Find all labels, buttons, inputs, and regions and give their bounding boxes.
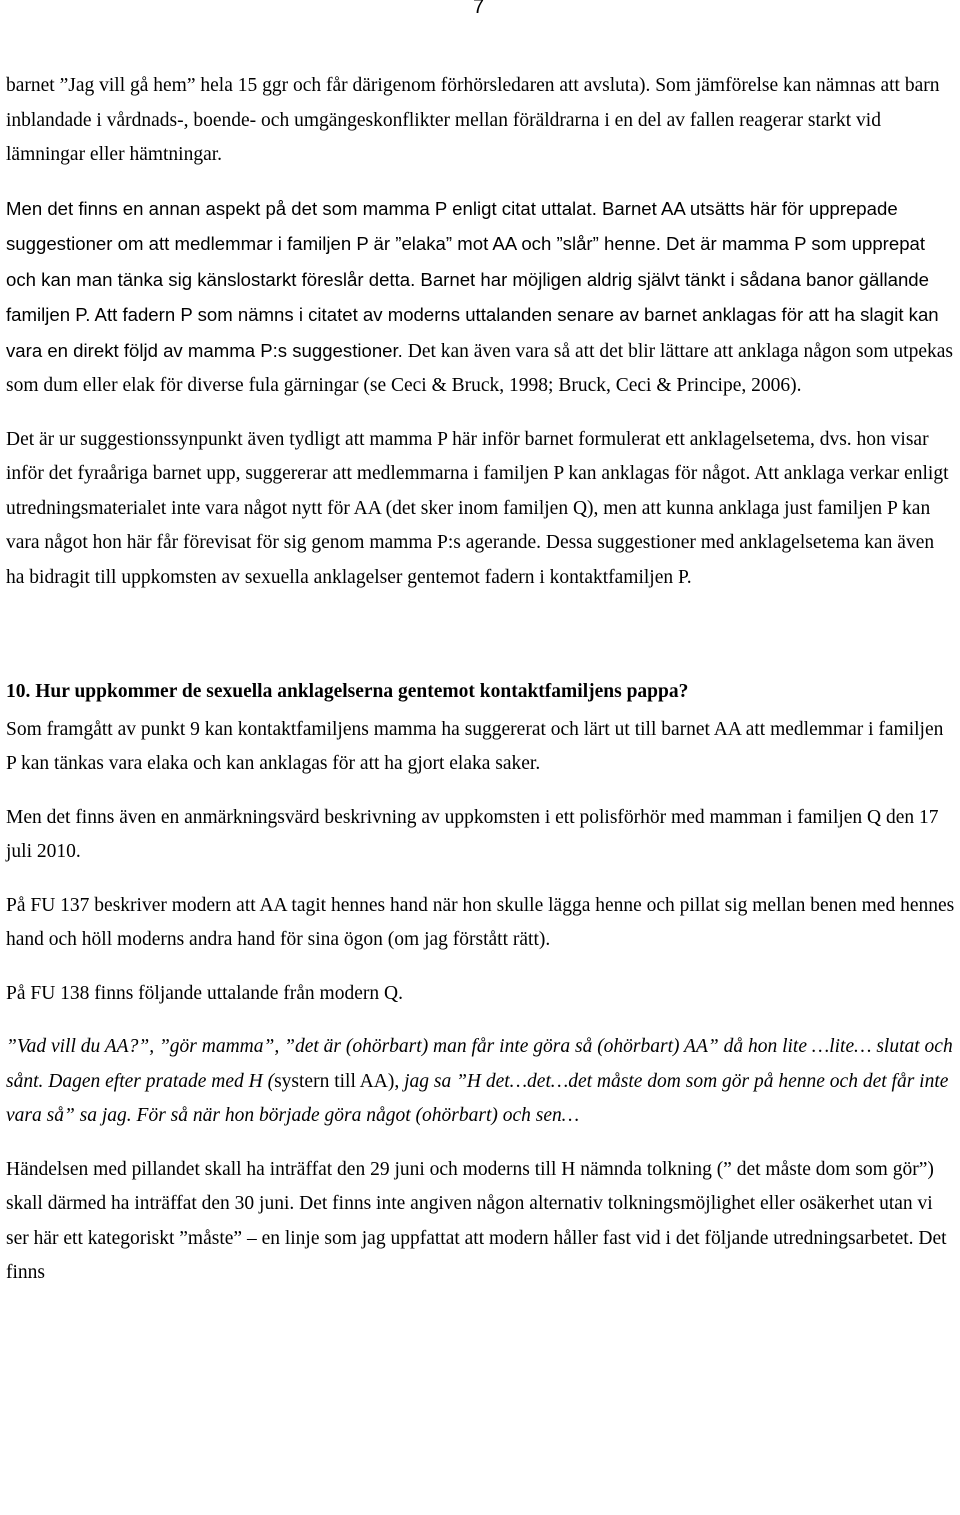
paragraph-2-sans-text: Men det finns en annan aspekt på det som mamma P enligt citat uttalat. Barnet AA utsätts här för upprepade suggestioner om att medlemmar i familjen P är ”elaka” mot AA och ”slår” henne. Det är mamma P som upprepat och kan man tänka sig känslostarkt föreslår detta. Barnet har möjligen aldrig självt tänkt i sådana banor gällande familjen P. Att fadern P som nämns i citatet av moderns uttalanden senare av barnet anklagas för att ha slagit kan vara en direkt följd av mamma P:s suggestioner. bbox=[6, 197, 939, 361]
page-number: 7 bbox=[473, 0, 485, 18]
paragraph-1 bbox=[6, 69, 956, 173]
paragraph-4: Som framgått av punkt 9 kan kontaktfamiljens mamma ha suggererat och lärt ut till barnet AA att medlemmar i familjen P kan tänkas vara elaka och kan anklagas för att ha gjort elaka saker. bbox=[6, 718, 944, 774]
paragraph-3: Det är ur suggestionssynpunkt även tydligt att mamma P här inför barnet formulerat ett anklagelsetema, dvs. hon visar inför det fyraåriga barnet upp, suggererar att medlemmarna i familjen P kan anklagas för något. Att anklaga verkar enligt utredningsmaterialet inte vara något nytt för AA (det sker inom familjen Q), men att kunna anklaga just familjen P kan vara något hon här får förevisat för sig genom mamma P:s agerande. Dessa suggestioner med anklagelsetema kan även ha bidragit till uppkomsten av sexuella anklagelser gentemot fadern i kontaktfamiljen P. bbox=[6, 428, 949, 588]
document-body bbox=[6, 69, 956, 1291]
paragraph-7: På FU 138 finns följande uttalande från modern Q. bbox=[6, 982, 403, 1004]
paragraph-8: Händelsen med pillandet skall ha inträffat den 29 juni och moderns till H nämnda tolkning (” det måste dom som gör”) skall därmed ha inträffat den 30 juni. Det finns inte angiven någon alternativ tolkningsmöjlighet eller osäkerhet utan vi ser här ett kategoriskt ”måste” – en linje som jag uppfattat att modern håller fast vid i det följande utredningsarbetet. Det finns bbox=[6, 1158, 947, 1283]
quote-part-2: systern till AA), bbox=[274, 1070, 400, 1092]
paragraph-2-serif-text: Det kan även vara så att det blir lättare att anklaga någon som utpekas som dum eller elak för diverse fula gärningar (se Ceci & Bruck, 1998; Bruck, Ceci & Principe, 2006). bbox=[6, 340, 953, 396]
paragraph-5: Men det finns även en anmärkningsvärd beskrivning av uppkomsten i ett polisförhör med mamman i familjen Q den 17 juli 2010. bbox=[6, 806, 939, 862]
quote-part-1: ”Vad vill du AA?”, ”gör mamma”, ”det är (ohörbart) man får inte göra så (ohörbart) AA” då hon lite …lite… slutat och sånt. Dagen efter pratade med H ( bbox=[6, 1036, 953, 1092]
paragraph-2 bbox=[6, 192, 956, 404]
paragraph-6: På FU 137 beskriver modern att AA tagit hennes hand när hon skulle lägga henne och pillat sig mellan benen med hennes hand och höll moderns andra hand för sina ögon (om jag förstått rätt). bbox=[6, 894, 955, 950]
quote-block bbox=[6, 1030, 956, 1134]
paragraph-1-text: barnet ”Jag vill gå hem” hela 15 ggr och får därigenom förhörsledaren att avsluta). Som jämförelse kan nämnas att barn inblandade i vårdnads-, boende- och umgängeskonflikter mellan föräldrarna i en del av fallen reagerar starkt vid lämningar eller hämtningar. bbox=[6, 75, 940, 165]
quote-part-3: jag sa ”H det…det…det måste dom som gör på henne och det får inte vara så” sa jag. För så när hon började göra något (ohörbart) och sen… bbox=[6, 1070, 949, 1126]
section-heading: 10. Hur uppkommer de sexuella anklagelserna gentemot kontaktfamiljens pappa? bbox=[6, 681, 689, 702]
